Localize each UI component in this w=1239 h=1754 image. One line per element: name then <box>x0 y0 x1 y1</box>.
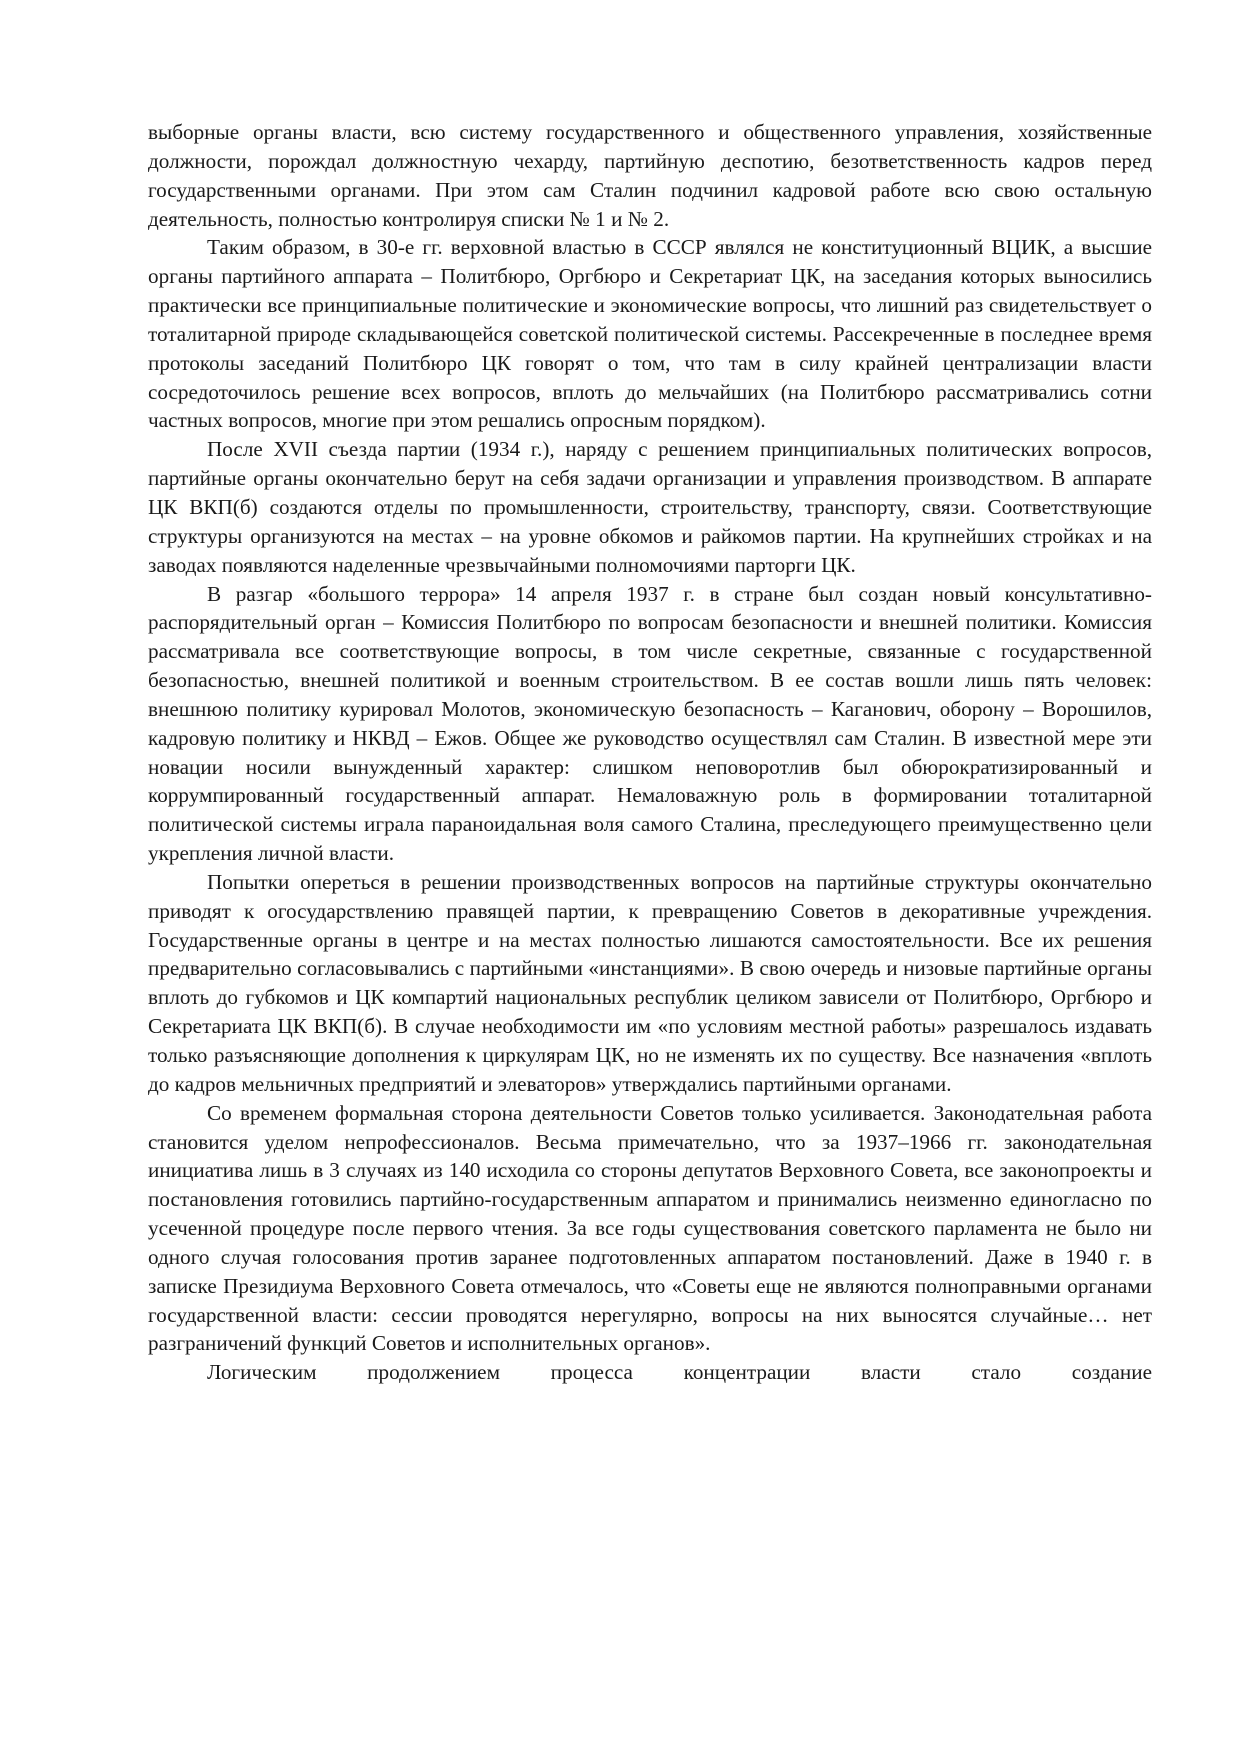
paragraph-1: выборные органы власти, всю систему государственного и общественного управления, хозяйственные должности, порождал должностную чехарду, партийную деспотию, безответственность кадров перед государственными органами. При этом сам Сталин подчинил кадровой работе всю свою остальную деятельность, полностью контролируя списки № 1 и № 2. <box>148 120 1152 231</box>
paragraph-4: В разгар «большого террора» 14 апреля 1937 г. в стране был создан новый консультативно-распорядительный орган – Комиссия Политбюро по вопросам безопасности и внешней политики. Комиссия рассматривала все соответствующие вопросы, в том числе секретные, связанные с государственной безопасностью, внешней политикой и военным строительством. В ее состав вошли лишь пять человек: внешнюю политику курировал Молотов, экономическую безопасность – Каганович, оборону – Ворошилов, кадровую политику и НКВД – Ежов. Общее же руководство осуществлял сам Сталин. В известной мере эти новации носили вынужденный характер: слишком неповоротлив был обюрократизированный и коррумпированный государственный аппарат. Немаловажную роль в формировании тоталитарной политической системы играла параноидальная воля самого Сталина, преследующего преимущественно цели укрепления личной власти. <box>148 581 1152 866</box>
paragraph-5: Попытки опереться в решении производственных вопросов на партийные структуры окончательно приводят к огосударствлению правящей партии, к превращению Советов в декоративные учреждения. Государственные органы в центре и на местах полностью лишаются самостоятельности. Все их решения предварительно согласовывались с партийными «инстанциями». В свою очередь и низовые партийные органы вплоть до губкомов и ЦК компартий национальных республик целиком зависели от Политбюро, Оргбюро и Секретариата ЦК ВКП(б). В случае необходимости им «по условиям местной работы» разрешалось издавать только разъясняющие дополнения к циркулярам ЦК, но не изменять их по существу. Все назначения «вплоть до кадров мельничных предприятий и элеваторов» утверждались партийными органами. <box>148 869 1152 1096</box>
paragraph-7: Логическим продолжением процесса концентрации власти стало создание <box>207 1360 1152 1385</box>
paragraph-3: После XVII съезда партии (1934 г.), наряду с решением принципиальных политических вопросов, партийные органы окончательно берут на себя задачи организации и управления производством. В аппарате ЦК ВКП(б) создаются отделы по промышленности, строительству, транспорту, связи. Соответствующие структуры организуются на местах – на уровне обкомов и райкомов партии. На крупнейших стройках и на заводах появляются наделенные чрезвычайными полномочиями парторги ЦК. <box>148 437 1152 577</box>
paragraph-2: Таким образом, в 30-е гг. верховной властью в СССР являлся не конституционный ВЦИК, а высшие органы партийного аппарата – Политбюро, Оргбюро и Секретариат ЦК, на заседания которых выносились практически все принципиальные политические и экономические вопросы, что лишний раз свидетельствует о тоталитарной природе складывающейся советской политической системы. Рассекреченные в последнее время протоколы заседаний Политбюро ЦК говорят о том, что там в силу крайней централизации власти сосредоточилось решение всех вопросов, вплоть до мельчайших (на Политбюро рассматривались сотни частных вопросов, многие при этом решались опросным порядком). <box>148 235 1152 433</box>
paragraph-6: Со временем формальная сторона деятельности Советов только усиливается. Законодательная работа становится уделом непрофессионалов. Весьма примечательно, что за 1937–1966 гг. законодательная инициатива лишь в 3 случаях из 140 исходила со стороны депутатов Верховного Совета, все законопроекты и постановления готовились партийно-государственным аппаратом и принимались неизменно единогласно по усеченной процедуре после первого чтения. За все годы существования советского парламента не было ни одного случая голосования против заранее подготовленных аппаратом постановлений. Даже в 1940 г. в записке Президиума Верховного Совета отмечалось, что «Советы еще не являются полноправными органами государственной власти: сессии проводятся нерегулярно, вопросы на них выносятся случайные… нет разграничений функций Советов и исполнительных органов». <box>148 1100 1152 1356</box>
document-page <box>148 118 1152 1387</box>
